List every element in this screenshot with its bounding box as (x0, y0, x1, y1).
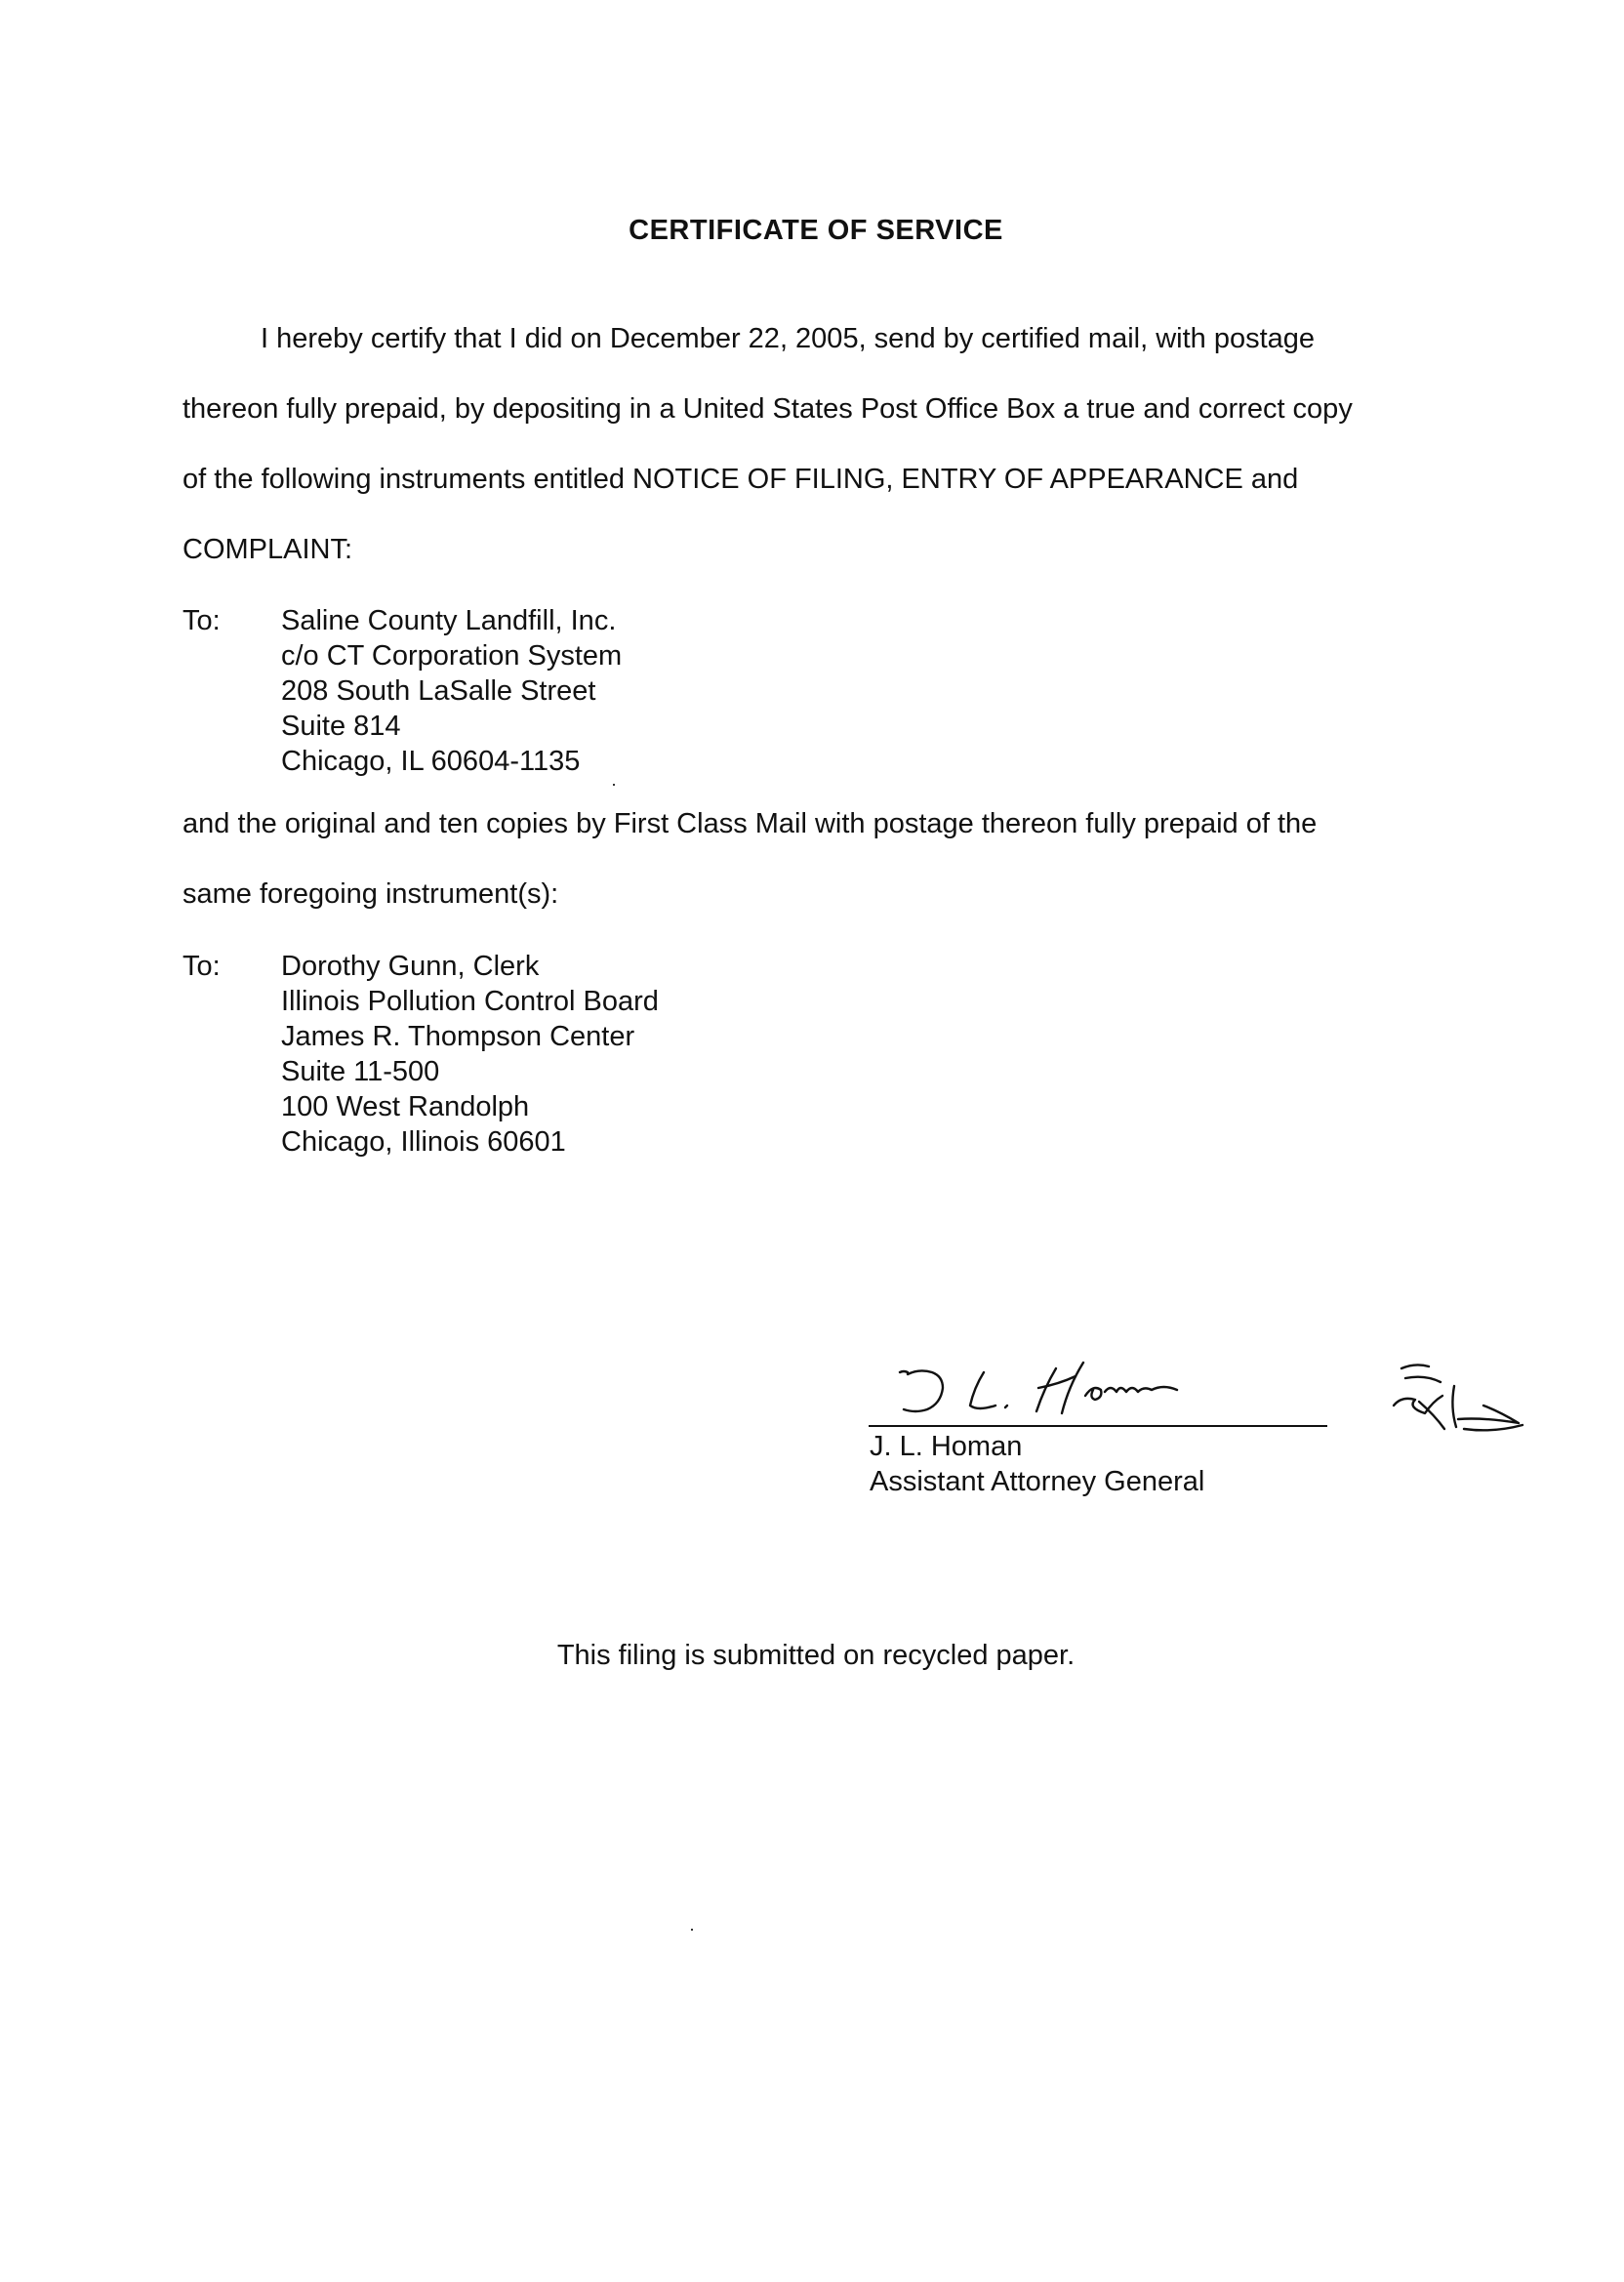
certification-line: COMPLAINT: (183, 534, 353, 565)
to-label: To: (183, 951, 221, 982)
address-line: Saline County Landfill, Inc. (281, 605, 617, 636)
certification-paragraph (183, 304, 1451, 585)
address-line: Suite 11-500 (281, 1056, 440, 1087)
address-line: c/o CT Corporation System (281, 640, 623, 672)
certification-line: thereon fully prepaid, by depositing in a United States Post Office Box a true and correct copy (183, 393, 1353, 425)
clerk-address-lines (281, 949, 659, 1160)
address-line: Suite 814 (281, 711, 401, 742)
address-line: 100 West Randolph (281, 1091, 530, 1122)
document-title: CERTIFICATE OF SERVICE (629, 215, 1003, 246)
signature-line (869, 1425, 1327, 1427)
signer-block (870, 1429, 1204, 1499)
paragraph-line: and the original and ten copies by First Class Mail with postage thereon fully prepaid of the (183, 808, 1318, 839)
paragraph-line: same foregoing instrument(s): (183, 878, 559, 910)
address-line: James R. Thompson Center (281, 1021, 635, 1052)
recycled-paper-note: This filing is submitted on recycled paper. (556, 1640, 1076, 1671)
scan-speck (691, 1929, 693, 1931)
address-line: Dorothy Gunn, Clerk (281, 951, 540, 982)
certification-line: I hereby certify that I did on December 22, 2005, send by certified mail, with postage (261, 323, 1316, 354)
to-label: To: (183, 605, 221, 636)
address-line: Chicago, Illinois 60601 (281, 1126, 566, 1158)
address-line: Chicago, IL 60604-1135 (281, 746, 581, 777)
scan-speck (613, 784, 615, 786)
address-line: Illinois Pollution Control Board (281, 986, 659, 1017)
recipient-address-lines (281, 603, 622, 779)
signer-title: Assistant Attorney General (870, 1466, 1205, 1497)
original-copies-paragraph (183, 789, 1451, 929)
signer-name: J. L. Homan (870, 1431, 1023, 1462)
certification-line: of the following instruments entitled NOTICE OF FILING, ENTRY OF APPEARANCE and (183, 464, 1299, 495)
address-line: 208 South LaSalle Street (281, 675, 596, 707)
